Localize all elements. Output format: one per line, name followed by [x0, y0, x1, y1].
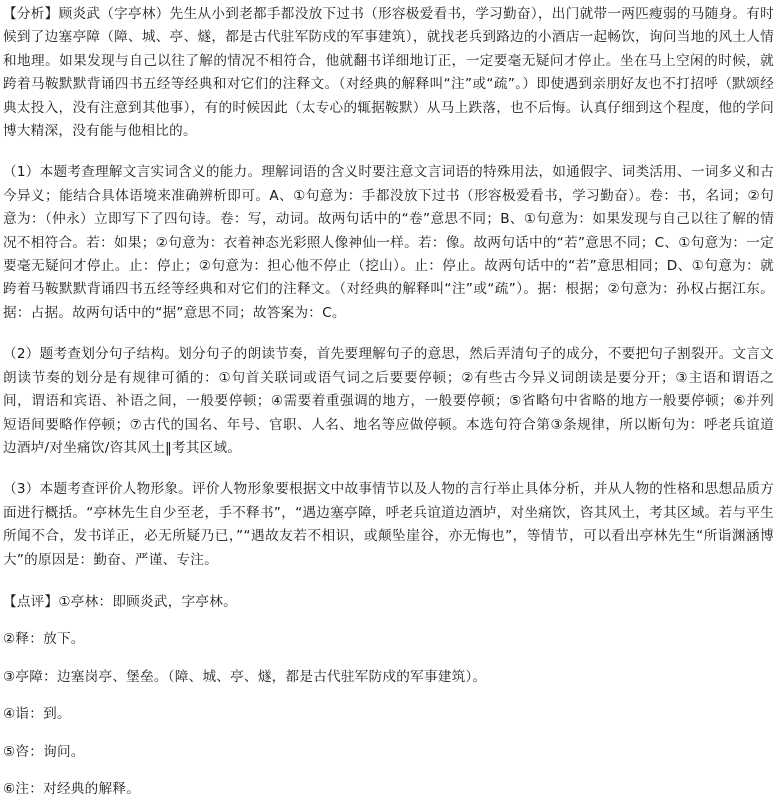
note-item: [3, 741, 774, 764]
note-item: [3, 666, 774, 689]
analysis-paragraph: [3, 3, 774, 143]
watermark-logo: zxxk.com: [128, 689, 289, 746]
note-text: ①亭林：即顾炎武，字亭林。: [58, 593, 237, 610]
note-text: ④诣：到。: [3, 706, 71, 723]
note-text: ⑥注：对经典的解释。: [3, 780, 141, 797]
note-item: [3, 628, 774, 651]
analysis-tag: 【分析】: [3, 6, 59, 22]
comment-tag: 【点评】: [3, 593, 59, 610]
question-2-explanation: （2）题考查划分句子结构。划分句子的朗读节奏，首先要理解句子的意思，然后弄清句子的成分，不要把句子割裂开。文言文朗读节奏的划分是有规律可循的：①句首关联词或语气词之后要要停顿；②有些古今异义词朗读是要分开；③主语和谓语之间，谓语和宾语、补语之间，一般要停顿；④需要着重强调的地方，一般要停顿；⑤省略句中省略的地方一般要停顿；⑥并列短语间要略作停顿；⑦古代的国名、年号、官职、人名、地名等应做停顿。本选句符合第③条规律，所以断句为：呼老兵谊道边酒垆/对坐痛饮/咨其风土‖考其区域。: [3, 346, 774, 456]
note-text: ⑤咨：询问。: [3, 743, 85, 760]
question-3-explanation: （3）本题考查评价人物形象。评价人物形象要根据文中故事情节以及人物的言行举止具体分析，并从人物的性格和思想品质方面进行概括。“亭林先生自少至老，手不释书”，“遇边塞亭障，呼老兵谊道边酒垆，对坐痛饮，咨其风土，考其区域。若与平生所闻不合，发书详正，必无所疑乃已，”“遇故友若不相识，或颠坠崖谷，亦无悔也”，等情节，可以看出亭林先生“所诣渊涵博大”的原因是：勤奋、严谨、专注。: [3, 481, 774, 568]
note-item: [3, 591, 774, 614]
question-1-explanation: （1）本题考查理解文言实词含义的能力。理解词语的含义时要注意文言词语的特殊用法，如通假字、词类活用、一词多义和古今异义；能结合具体语境来准确辨析即可。A、①句意为：手都没放下过书（形容极爱看书，学习勤奋）。卷：书，名词；②句意为：（仲永）立即写下了四句诗。卷：写，动词。故两句话中的“卷”意思不同；B、①句意为：如果发现与自己以往了解的情况不相符合。若：如果；②句意为：衣着神态光彩照人像神仙一样。若：像。故两句话中的“若”意思不同；C、①句意为：一定要毫无疑问才停止。止：停止；②句意为：担心他不停止（挖山）。止：停止。故两句话中的“若”意思相同；D、①句意为：就跨着马鞍默默背诵四书五经等经典和对它们的注释文。（对经典的解释叫“注”或“疏”）。据：根据；②句意为：孙权占据江东。据：占据。故两句话中的“据”意思不同；故答案为：C。: [3, 164, 774, 321]
watermark-logo: zxxk.com: [598, 549, 759, 606]
note-text: ③亭障：边塞岗亭、堡垒。（障、城、亭、燧，都是古代驻军防戍的军事建筑）。: [3, 668, 487, 685]
note-item: [3, 703, 774, 726]
watermark-logo: zxxk.com: [238, 319, 399, 376]
note-text: ②释：放下。: [3, 631, 85, 648]
watermark-logo: zxxk.com: [538, 29, 699, 86]
analysis-text: 顾炎武（字亭林）先生从小到老都手都没放下过书（形容极爱看书，学习勤奋），出门就带一两匹瘦弱的马随身。有时候到了边塞亭障（障、城、亭、燧，都是古代驻军防戍的军事建筑），就找老兵到路边的小酒店一起畅饮，询问当地的风土人情和地理。如果发现与自己以往了解的情况不相符合，他就翻书详细地订正，一定要毫无疑问才停止。坐在马上空闲的时候，就跨着马鞍默默背诵四书五经等经典和对它们的注释文。（对经典的解释叫“注”或“疏”。）即使遇到亲朋好友也不打招呼（默颂经典太投入，没有注意到其他事），有的时候因此（太专心的辄据鞍默）从马上跌落，也不后悔。认真仔细到这个程度，他的学问博大精深，没有能与他相比的。: [3, 6, 774, 140]
